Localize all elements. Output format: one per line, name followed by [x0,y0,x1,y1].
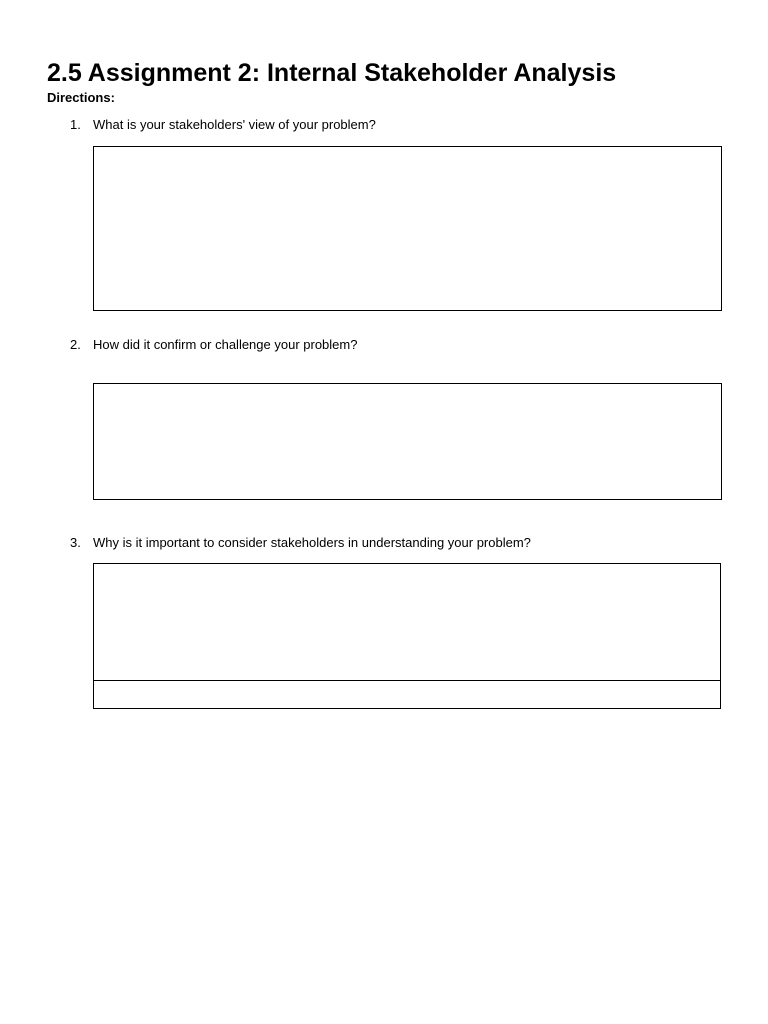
question-number: 2. [70,337,81,352]
question-text: How did it confirm or challenge your problem? [93,337,358,352]
answer-box-3 [93,563,721,709]
question-number: 1. [70,117,81,132]
question-2 [70,337,357,353]
page-title: 2.5 Assignment 2: Internal Stakeholder Analysis [47,59,617,87]
question-text: What is your stakeholders' view of your problem? [93,117,376,132]
answer-box-3-extra-cell[interactable] [94,681,720,708]
answer-box-2[interactable] [93,383,722,500]
question-1 [70,117,376,133]
question-number: 3. [70,535,81,550]
answer-box-3-main-cell[interactable] [94,564,720,681]
question-text: Why is it important to consider stakeholders in understanding your problem? [93,535,531,550]
directions-label: Directions: [47,90,115,105]
question-3 [70,535,531,551]
answer-box-1[interactable] [93,146,722,311]
